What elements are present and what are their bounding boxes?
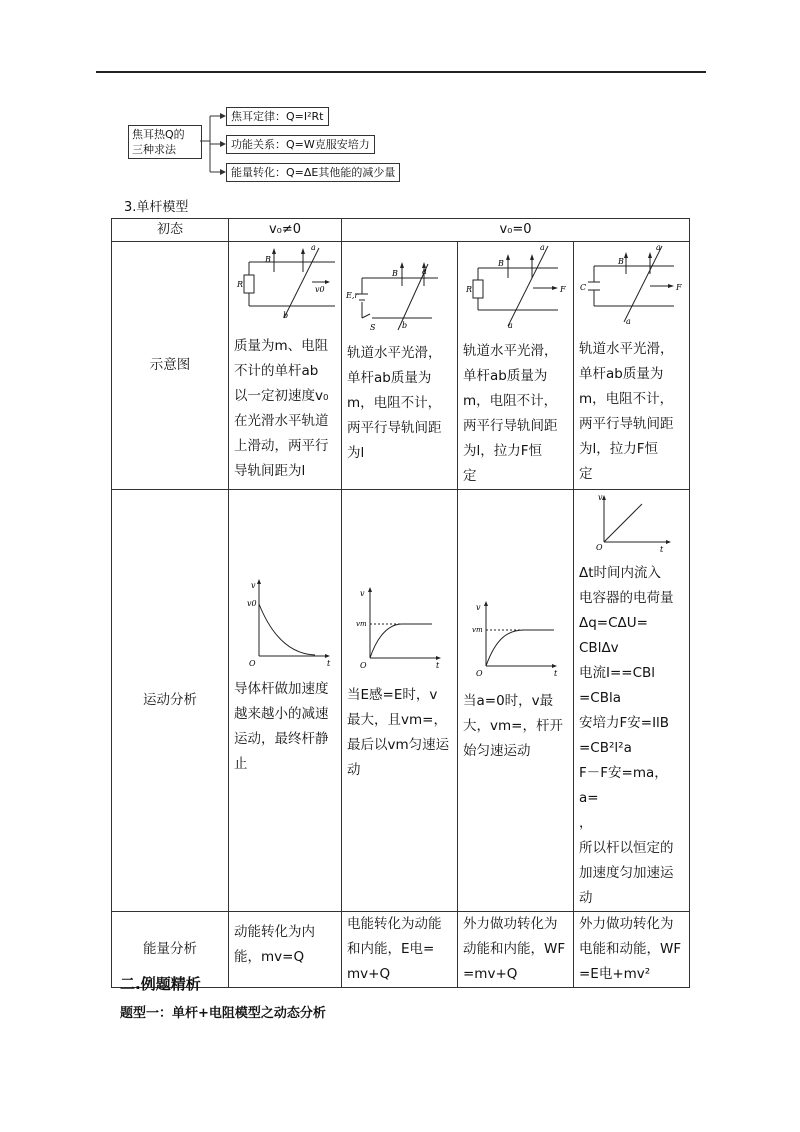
motion-text-line: 安培力F安=IlB bbox=[579, 715, 670, 731]
schematic-text-line: 为l，拉力F恒 bbox=[463, 443, 543, 459]
schematic-text-line: 上滑动，两平行 bbox=[234, 438, 329, 454]
vt-graph-rise-1 bbox=[342, 584, 456, 674]
motion-text-line: ， bbox=[579, 815, 593, 831]
label-F: F bbox=[676, 283, 682, 292]
joule-main-box bbox=[128, 125, 202, 159]
motion-text-line: 所以杆以恒定的 bbox=[579, 840, 674, 856]
axis-v: v bbox=[251, 581, 256, 590]
axis-v: v bbox=[360, 589, 365, 598]
schematic-cell-3 bbox=[458, 242, 574, 490]
motion-text-line: 电容器的电荷量 bbox=[579, 590, 674, 606]
motion-cell-4 bbox=[574, 490, 690, 912]
energy-text-line: 动能转化为内 bbox=[234, 924, 315, 940]
vt-graph-decay bbox=[229, 576, 341, 668]
circuit-capacitor-diagram bbox=[574, 242, 688, 328]
energy-text-line: 能，mv=Q bbox=[234, 949, 305, 965]
label-a: a bbox=[626, 317, 631, 326]
label-vm: vm bbox=[356, 620, 367, 628]
schematic-text-line: 两平行导轨间距 bbox=[463, 418, 558, 434]
header-initial-state: 初态 bbox=[112, 219, 229, 242]
label-B: B bbox=[498, 259, 504, 268]
energy-cell-3 bbox=[458, 912, 574, 988]
label-a: a bbox=[656, 243, 661, 252]
motion-cell-3 bbox=[458, 490, 574, 912]
energy-text-line: 和内能，E电= bbox=[347, 941, 435, 957]
energy-text-line: =mv+Q bbox=[463, 966, 518, 982]
circuit-battery-diagram bbox=[342, 242, 456, 332]
schematic-text-line: 单杆ab质量为 bbox=[347, 370, 432, 386]
origin-O: O bbox=[360, 661, 367, 670]
schematic-cell-4 bbox=[574, 242, 690, 490]
joule-main-line2: 三种求法 bbox=[132, 143, 176, 156]
schematic-text-line: 不计的单杆ab bbox=[234, 363, 319, 379]
axis-t: t bbox=[554, 669, 558, 678]
row-label-energy: 能量分析 bbox=[112, 912, 229, 988]
motion-text-line: Δt时间内流入 bbox=[579, 565, 662, 581]
schematic-text-line: 质量为m、电阻 bbox=[234, 338, 329, 354]
row-label-schematic: 示意图 bbox=[112, 242, 229, 490]
schematic-text-line: 轨道水平光滑， bbox=[579, 341, 674, 357]
motion-text-line: 当a=0时，v最 bbox=[463, 693, 554, 709]
motion-text-line: 越来越小的减速 bbox=[234, 706, 329, 722]
motion-text-line: CBlΔv bbox=[579, 640, 619, 656]
label-B: B bbox=[618, 257, 624, 266]
motion-text-line: Δq=CΔU= bbox=[579, 615, 648, 631]
axis-v: v bbox=[476, 603, 481, 612]
label-a: a bbox=[422, 267, 427, 276]
motion-text-line: 运动，最终杆静 bbox=[234, 731, 329, 747]
motion-cell-1 bbox=[229, 490, 342, 912]
schematic-text-line: 轨道水平光滑， bbox=[347, 345, 442, 361]
schematic-text-line: 导轨间距为l bbox=[234, 463, 306, 479]
schematic-text-line: 轨道水平光滑， bbox=[463, 343, 558, 359]
joule-main-line1: 焦耳热Q的 bbox=[132, 128, 185, 141]
axis-t: t bbox=[436, 661, 440, 670]
joule-method-1: 焦耳定律：Q=I²Rt bbox=[226, 107, 329, 126]
label-a: a bbox=[311, 243, 316, 252]
axis-v: v bbox=[598, 493, 603, 502]
label-v0: v0 bbox=[247, 599, 257, 608]
schematic-text-line: 以一定初速度v₀ bbox=[234, 388, 329, 404]
origin-O: O bbox=[249, 659, 256, 668]
label-R: R bbox=[466, 285, 473, 294]
schematic-text-line: 定 bbox=[463, 468, 477, 484]
section-3-title: 3.单杆模型 bbox=[124, 200, 189, 215]
header-v0-zero: v₀=0 bbox=[342, 219, 690, 242]
energy-cell-1 bbox=[229, 912, 342, 988]
joule-method-2: 功能关系：Q=W克服安培力 bbox=[226, 135, 375, 154]
schematic-text-line: 定 bbox=[579, 466, 593, 482]
label-b: b bbox=[402, 321, 408, 330]
motion-text-line: =CBla bbox=[579, 690, 622, 706]
schematic-text-line: 两平行导轨间距 bbox=[347, 420, 442, 436]
energy-cell-4 bbox=[574, 912, 690, 988]
energy-text-line: mv+Q bbox=[347, 966, 391, 982]
header-v0-nonzero: v₀≠0 bbox=[229, 219, 342, 242]
origin-O: O bbox=[596, 543, 603, 552]
schematic-text-line: 单杆ab质量为 bbox=[463, 368, 548, 384]
motion-text-line: =CB²l²a bbox=[579, 740, 632, 756]
schematic-text-line: 两平行导轨间距 bbox=[579, 416, 674, 432]
motion-text-line: 大，vm=，杆开 bbox=[463, 718, 563, 734]
motion-cell-2 bbox=[342, 490, 458, 912]
vt-graph-linear bbox=[574, 490, 688, 552]
motion-text-line: 动 bbox=[347, 762, 361, 778]
schematic-text-line: 为l bbox=[347, 445, 365, 461]
motion-text-line: 导体杆做加速度 bbox=[234, 681, 329, 697]
single-rod-model-table bbox=[111, 218, 690, 988]
circuit-resistor-diagram bbox=[229, 242, 341, 320]
schematic-text-line: 在光滑水平轨道 bbox=[234, 413, 329, 429]
energy-text-line: =E电+mv² bbox=[579, 966, 651, 982]
schematic-cell-1 bbox=[229, 242, 342, 490]
label-a: a bbox=[508, 321, 513, 330]
motion-text-line: 加速度匀加速运 bbox=[579, 865, 674, 881]
motion-text-line: 最后以vm匀速运 bbox=[347, 737, 450, 753]
motion-text-line: 止 bbox=[234, 756, 248, 772]
label-v0: v0 bbox=[315, 285, 325, 294]
energy-text-line: 电能转化为动能 bbox=[347, 916, 442, 932]
schematic-cell-2 bbox=[342, 242, 458, 490]
schematic-text-line: m，电阻不计， bbox=[347, 395, 442, 411]
subsection-title: 题型一：单杆+电阻模型之动态分析 bbox=[120, 1006, 326, 1021]
label-F: F bbox=[560, 285, 566, 294]
energy-text-line: 电能和动能，WF bbox=[579, 941, 682, 957]
label-B: B bbox=[265, 255, 271, 264]
schematic-text-line: 为l，拉力F恒 bbox=[579, 441, 659, 457]
label-C: C bbox=[580, 283, 587, 292]
axis-t: t bbox=[327, 659, 331, 668]
energy-text-line: 外力做功转化为 bbox=[463, 916, 558, 932]
motion-text-line: 电流I==CBl bbox=[579, 665, 656, 681]
motion-text-line: 最大，且vm=， bbox=[347, 712, 447, 728]
label-a: a bbox=[540, 243, 545, 252]
schematic-text-line: 单杆ab质量为 bbox=[579, 366, 664, 382]
row-label-motion: 运动分析 bbox=[112, 490, 229, 912]
circuit-resistor-force-diagram bbox=[458, 242, 572, 330]
energy-text-line: 外力做功转化为 bbox=[579, 916, 674, 932]
section-title: 二.例题精析 bbox=[120, 975, 201, 993]
label-Er: E,r bbox=[346, 291, 359, 300]
motion-text-line: 当E感=E时，v bbox=[347, 687, 438, 703]
label-b: b bbox=[283, 311, 289, 320]
motion-text-line: 动 bbox=[579, 890, 593, 906]
energy-text-line: 动能和内能，WF bbox=[463, 941, 566, 957]
axis-t: t bbox=[660, 545, 664, 552]
schematic-text-line: m，电阻不计， bbox=[463, 393, 558, 409]
origin-O: O bbox=[476, 669, 483, 678]
label-vm: vm bbox=[472, 626, 483, 634]
schematic-text-line: m，电阻不计， bbox=[579, 391, 674, 407]
joule-method-3: 能量转化：Q=ΔE其他能的减少量 bbox=[226, 163, 400, 182]
motion-text-line: 始匀速运动 bbox=[463, 743, 531, 759]
motion-text-line: F－F安=ma，a= bbox=[579, 765, 668, 806]
label-R: R bbox=[237, 280, 244, 289]
label-B: B bbox=[392, 269, 398, 278]
energy-cell-2 bbox=[342, 912, 458, 988]
vt-graph-rise-2 bbox=[458, 600, 572, 680]
label-S: S bbox=[370, 323, 376, 332]
